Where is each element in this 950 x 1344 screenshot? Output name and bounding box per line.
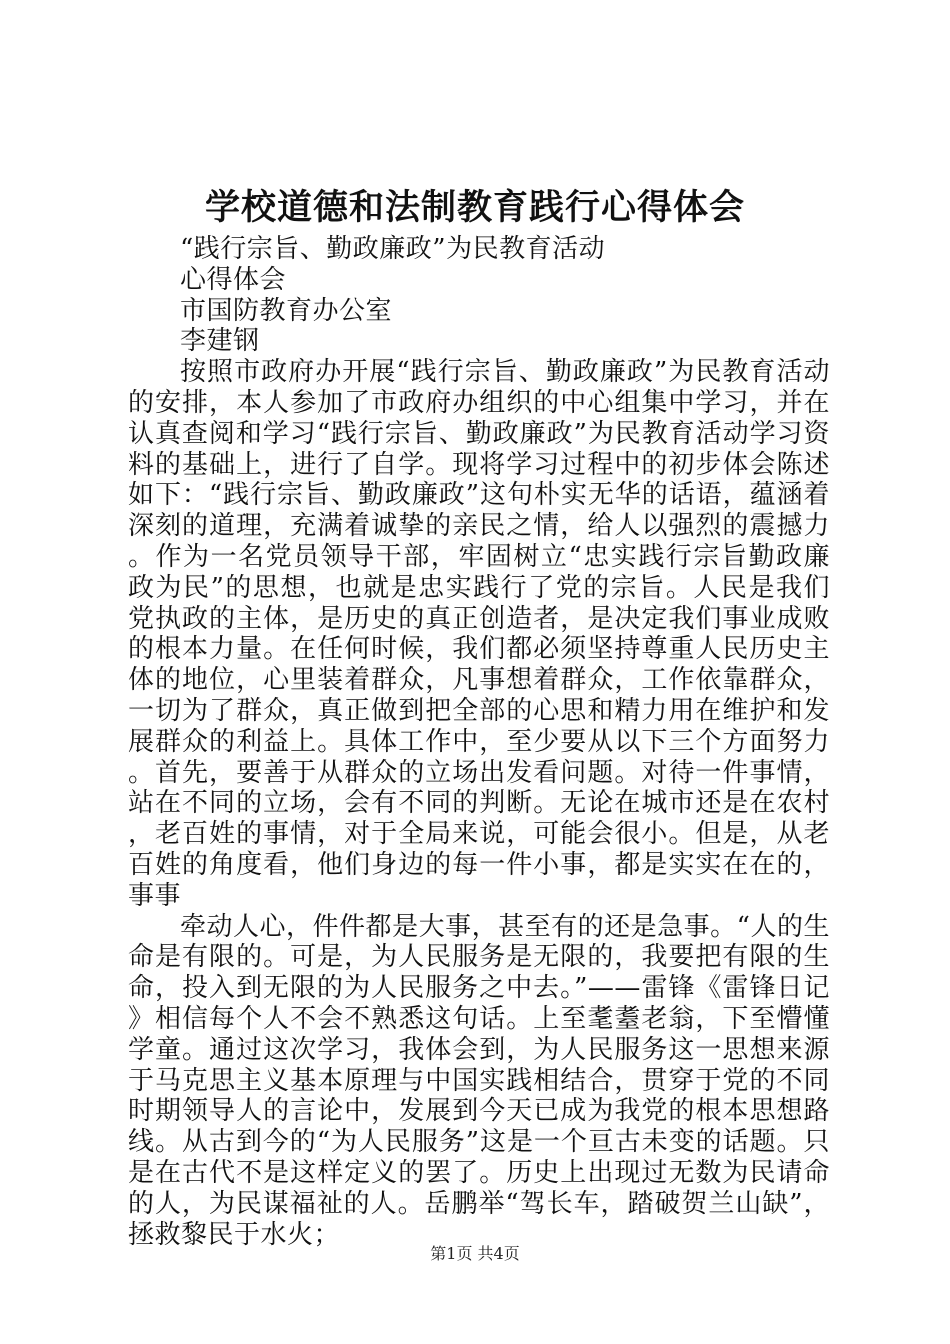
page-footer xyxy=(0,1243,950,1265)
header-line-organization: 市国防教育办公室 xyxy=(180,295,393,326)
header-line-subtitle: 心得体会 xyxy=(180,264,287,295)
document-title: 学校道德和法制教育践行心得体会 xyxy=(204,187,745,228)
body-paragraph-2: 牵动人心，件件都是大事，甚至有的还是急事。“人的生命是有限的。可是，为人民服务是无限的，我要把有限的生命，投入到无限的为人民服务之中去。”——雷锋《雷锋日记》相信每个人不会不熟悉这句话。上至耄耋老翁，下至懵懂学童。通过这次学习，我体会到，为人民服务这一思想来源于马克思主义基本原理与中国实践相结合，贯穿于党的不同时期领导人的言论中，发展到今天已成为我党的根本思想路线。从古到今的“为人民服务”这是一个亘古未变的话题。只是在古代不是这样定义的罢了。历史上出现过无数为民请命的人，为民谋福祉的人。岳鹏举“驾长车，踏破贺兰山缺”，拯救黎民于水火； xyxy=(128,911,830,1250)
page-number: 第1页 共4页 xyxy=(430,1244,520,1263)
header-line-author: 李建钢 xyxy=(180,326,260,357)
header-line-campaign: “践行宗旨、勤政廉政”为民教育活动 xyxy=(180,234,606,264)
document-body xyxy=(128,234,830,1250)
body-paragraph-1: 按照市政府办开展“践行宗旨、勤政廉政”为民教育活动的安排，本人参加了市政府办组织的中心组集中学习，并在认真查阅和学习“践行宗旨、勤政廉政”为民教育活动学习资料的基础上，进行了自学。现将学习过程中的初步体会陈述如下：“践行宗旨、勤政廉政”这句朴实无华的话语，蕴涵着深刻的道理，充满着诚挚的亲民之情，给人以强烈的震撼力。作为一名党员领导干部，牢固树立“忠实践行宗旨勤政廉政为民”的思想，也就是忠实践行了党的宗旨。人民是我们党执政的主体，是历史的真正创造者，是决定我们事业成败的根本力量。在任何时候，我们都必须坚持尊重人民历史主体的地位，心里装着群众，凡事想着群众，工作依靠群众，一切为了群众，真正做到把全部的心思和精力用在维护和发展群众的利益上。具体工作中，至少要从以下三个方面努力。首先，要善于从群众的立场出发看问题。对待一件事情，站在不同的立场，会有不同的判断。无论在城市还是在农村，老百姓的事情，对于全局来说，可能会很小。但是，从老百姓的角度看，他们身边的每一件小事，都是实实在在的，事事 xyxy=(128,357,830,911)
